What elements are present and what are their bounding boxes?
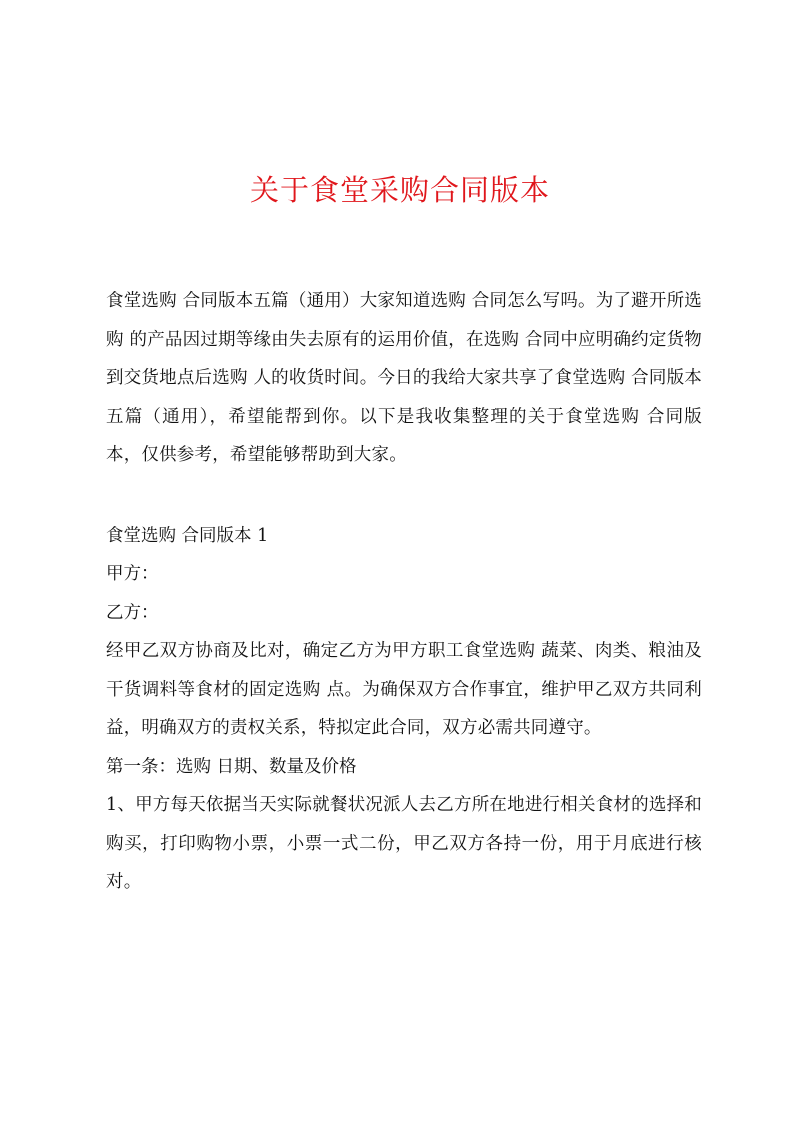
party-a-label: 甲方： [106, 564, 159, 584]
section-heading: 食堂选购 合同版本 1 [106, 525, 269, 546]
intro-paragraph: 食堂选购 合同版本五篇（通用）大家知道选购 合同怎么写吗。为了避开所选购 的产品因过期等缘由失去原有的运用价值，在选购 合同中应明确约定货物到交货地点后选购 人的收货时间。今日的我给大家共享了食堂选购 合同版本五篇（通用），希望能帮到你。以下是我收集整理的关于食堂选购 合同版本，仅供参考，希望能够帮助到大家。 [106, 291, 702, 465]
party-b-label: 乙方： [106, 602, 159, 623]
document-body [106, 282, 702, 902]
document-title: 关于食堂采购合同版本 [249, 173, 550, 207]
article-1-heading: 第一条：选购 日期、数量及价格 [106, 756, 357, 777]
preamble-paragraph: 经甲乙双方协商及比对，确定乙方为甲方职工食堂选购 蔬菜、肉类、粮油及干货调料等食材的固定选购 点。为确保双方合作事宜，维护甲乙双方共同利益，明确双方的责权关系，特拟定此合同，双方必需共同遵守。 [106, 641, 702, 738]
clause-1-paragraph: 1、甲方每天依据当天实际就餐状况派人去乙方所在地进行相关食材的选择和购买，打印购物小票，小票一式二份，甲乙双方各持一份，用于月底进行核对。 [106, 795, 702, 892]
